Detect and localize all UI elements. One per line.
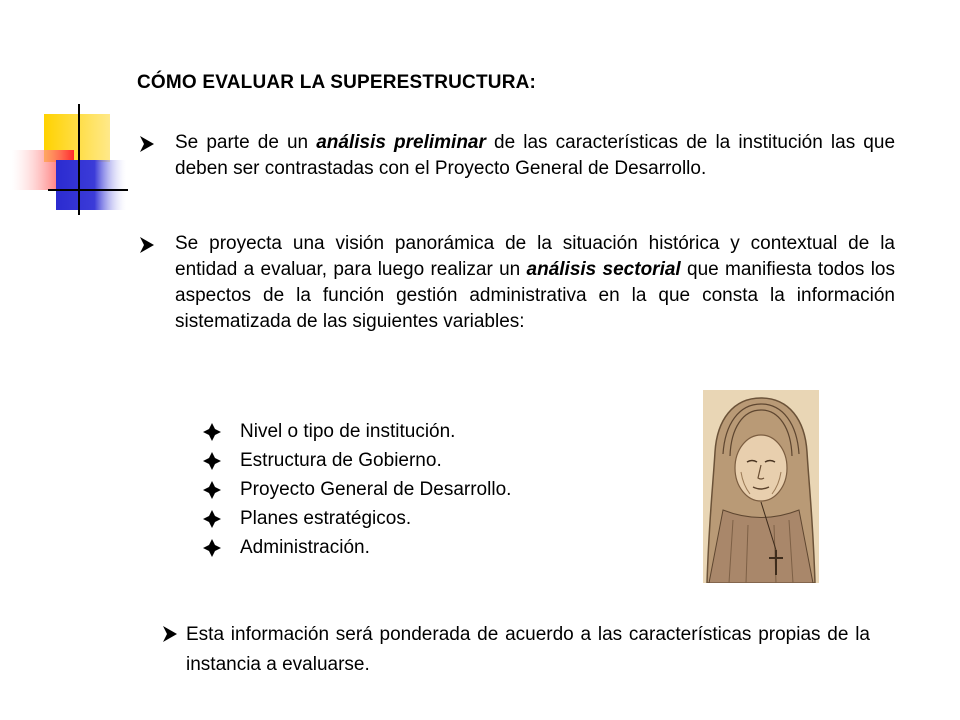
arrow-bullet-icon bbox=[137, 235, 157, 255]
diamond-bullet-icon bbox=[202, 480, 222, 500]
bullet-preliminary-analysis bbox=[137, 130, 895, 182]
arrow-bullet-icon bbox=[137, 134, 157, 154]
decorative-squares-graphic bbox=[0, 0, 140, 225]
emphasis-text: análisis sectorial bbox=[526, 259, 681, 280]
list-item: Planes estratégicos. bbox=[202, 504, 511, 533]
emphasis-text: análisis preliminar bbox=[316, 132, 486, 153]
list-item: Estructura de Gobierno. bbox=[202, 446, 511, 475]
list-item: Nivel o tipo de institución. bbox=[202, 417, 511, 446]
nun-portrait-image bbox=[703, 390, 819, 583]
bullet-weighting bbox=[160, 620, 870, 680]
list-item: Proyecto General de Desarrollo. bbox=[202, 475, 511, 504]
diamond-bullet-icon bbox=[202, 422, 222, 442]
diamond-bullet-icon bbox=[202, 451, 222, 471]
list-item: Administración. bbox=[202, 533, 511, 562]
diamond-bullet-icon bbox=[202, 538, 222, 558]
arrow-bullet-icon bbox=[160, 624, 180, 644]
bullet-sector-analysis bbox=[137, 231, 895, 335]
diamond-bullet-icon bbox=[202, 509, 222, 529]
variables-list bbox=[202, 417, 511, 562]
slide-title: CÓMO EVALUAR LA SUPERESTRUCTURA: bbox=[137, 72, 537, 93]
bullet-text: Se parte de un análisis preliminar de las características de la institución las que deben ser contrastadas con el Proyecto General de Desarrollo. bbox=[175, 132, 896, 179]
bullet-text: Se proyecta una visión panorámica de la situación histórica y contextual de la entidad a evaluar, para luego realizar un análisis sectorial que manifiesta todos los aspectos de la función gestión administrativa en la que consta la información sistematizada de las siguientes variables: bbox=[175, 233, 895, 332]
bullet-text: Esta información será ponderada de acuerdo a las características propias de la instancia a evaluarse. bbox=[186, 624, 870, 675]
